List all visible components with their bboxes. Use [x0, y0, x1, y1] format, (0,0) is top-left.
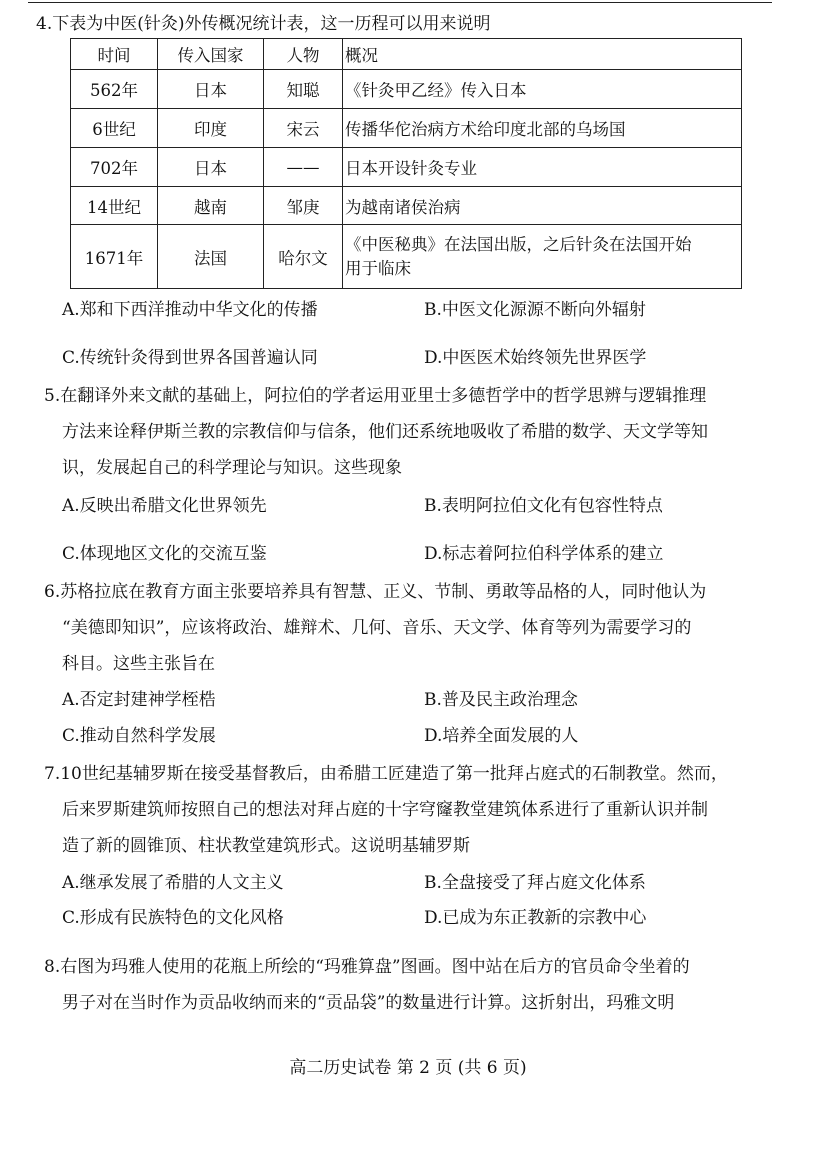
- table-row: [71, 70, 742, 109]
- header-rule: [28, 2, 772, 3]
- table-cell: ——: [264, 148, 343, 187]
- q8-stem-line: 男子对在当时作为贡品收纳而来的“贡品袋”的数量进行计算。这折射出，玛雅文明: [62, 993, 675, 1013]
- table-cell: 1671年: [71, 225, 158, 289]
- q7-option-a: A.继承发展了希腊的人文主义: [62, 873, 284, 893]
- q6-option-c: C.推动自然科学发展: [62, 726, 216, 746]
- table-cell-line: 用于临床: [345, 258, 411, 278]
- table-cell: 日本: [158, 148, 264, 187]
- q4-option-b: B.中医文化源源不断向外辐射: [424, 300, 646, 320]
- q5-stem-line: 识，发展起自己的科学理论与知识。这些现象: [62, 458, 402, 478]
- q4-stem: 4.下表为中医(针灸)外传概况统计表，这一历程可以用来说明: [36, 14, 491, 34]
- q7-stem-line: 7.10世纪基辅罗斯在接受基督教后，由希腊工匠建造了第一批拜占庭式的石制教堂。然而，: [44, 764, 728, 784]
- q6-option-a: A.否定封建神学桎梏: [62, 690, 216, 710]
- page-footer: 高二历史试卷 第 2 页 (共 6 页): [289, 1058, 527, 1078]
- q7-option-d: D.已成为东正教新的宗教中心: [424, 908, 647, 928]
- table-cell-line: 《中医秘典》在法国出版，之后针灸在法国开始: [345, 234, 692, 254]
- table-cell: 日本: [158, 70, 264, 109]
- q5-stem-line: 5.在翻译外来文献的基础上，阿拉伯的学者运用亚里士多德哲学中的哲学思辨与逻辑推理: [44, 386, 707, 406]
- table-row: [71, 109, 742, 148]
- q6-stem-line: “美德即知识”，应该将政治、雄辩术、几何、音乐、天文学、体育等列为需要学习的: [62, 618, 692, 638]
- table-cell: 562年: [71, 70, 158, 109]
- table-cell: 《针灸甲乙经》传入日本: [343, 70, 742, 109]
- table-row: [71, 148, 742, 187]
- table-cell: 为越南诸侯治病: [343, 187, 742, 225]
- table-cell: 6世纪: [71, 109, 158, 148]
- table-header-cell: 概况: [343, 39, 742, 70]
- q5-option-a: A.反映出希腊文化世界领先: [62, 496, 267, 516]
- table-cell: 印度: [158, 109, 264, 148]
- table-cell: 传播华佗治病方术给印度北部的乌场国: [343, 109, 742, 148]
- table-cell: 日本开设针灸专业: [343, 148, 742, 187]
- q6-stem-line: 6.苏格拉底在教育方面主张要培养具有智慧、正义、节制、勇敢等品格的人，同时他认为: [44, 582, 707, 602]
- q4-option-a: A.郑和下西洋推动中华文化的传播: [62, 300, 318, 320]
- table-cell: 知聪: [264, 70, 343, 109]
- table-header-cell: 传入国家: [158, 39, 264, 70]
- q6-option-b: B.普及民主政治理念: [424, 690, 578, 710]
- table-header-cell: 时间: [71, 39, 158, 70]
- q6-option-d: D.培养全面发展的人: [424, 726, 579, 746]
- q4-table: [70, 38, 742, 289]
- table-cell: 702年: [71, 148, 158, 187]
- table-row: [71, 225, 742, 289]
- table-row: [71, 187, 742, 225]
- table-cell: 哈尔文: [264, 225, 343, 289]
- table-cell: 越南: [158, 187, 264, 225]
- q5-option-d: D.标志着阿拉伯科学体系的建立: [424, 544, 664, 564]
- table-cell: 邹庚: [264, 187, 343, 225]
- table-cell: [343, 225, 742, 289]
- q8-stem-line: 8.右图为玛雅人使用的花瓶上所绘的“玛雅算盘”图画。图中站在后方的官员命令坐着的: [44, 957, 690, 977]
- q7-stem-line: 后来罗斯建筑师按照自己的想法对拜占庭的十字穹窿教堂建筑体系进行了重新认识并制: [62, 800, 708, 820]
- table-cell: 法国: [158, 225, 264, 289]
- q4-option-d: D.中医医术始终领先世界医学: [424, 348, 647, 368]
- q7-option-c: C.形成有民族特色的文化风格: [62, 908, 284, 928]
- q5-option-b: B.表明阿拉伯文化有包容性特点: [424, 496, 663, 516]
- table-cell: 14世纪: [71, 187, 158, 225]
- q7-option-b: B.全盘接受了拜占庭文化体系: [424, 873, 646, 893]
- table-header-cell: 人物: [264, 39, 343, 70]
- q5-option-c: C.体现地区文化的交流互鉴: [62, 544, 267, 564]
- table-cell: 宋云: [264, 109, 343, 148]
- q5-stem-line: 方法来诠释伊斯兰教的宗教信仰与信条，他们还系统地吸收了希腊的数学、天文学等知: [62, 422, 708, 442]
- q6-stem-line: 科目。这些主张旨在: [62, 654, 215, 674]
- q7-stem-line: 造了新的圆锥顶、柱状教堂建筑形式。这说明基辅罗斯: [62, 836, 470, 856]
- table-header-row: [71, 39, 742, 70]
- q4-option-c: C.传统针灸得到世界各国普遍认同: [62, 348, 318, 368]
